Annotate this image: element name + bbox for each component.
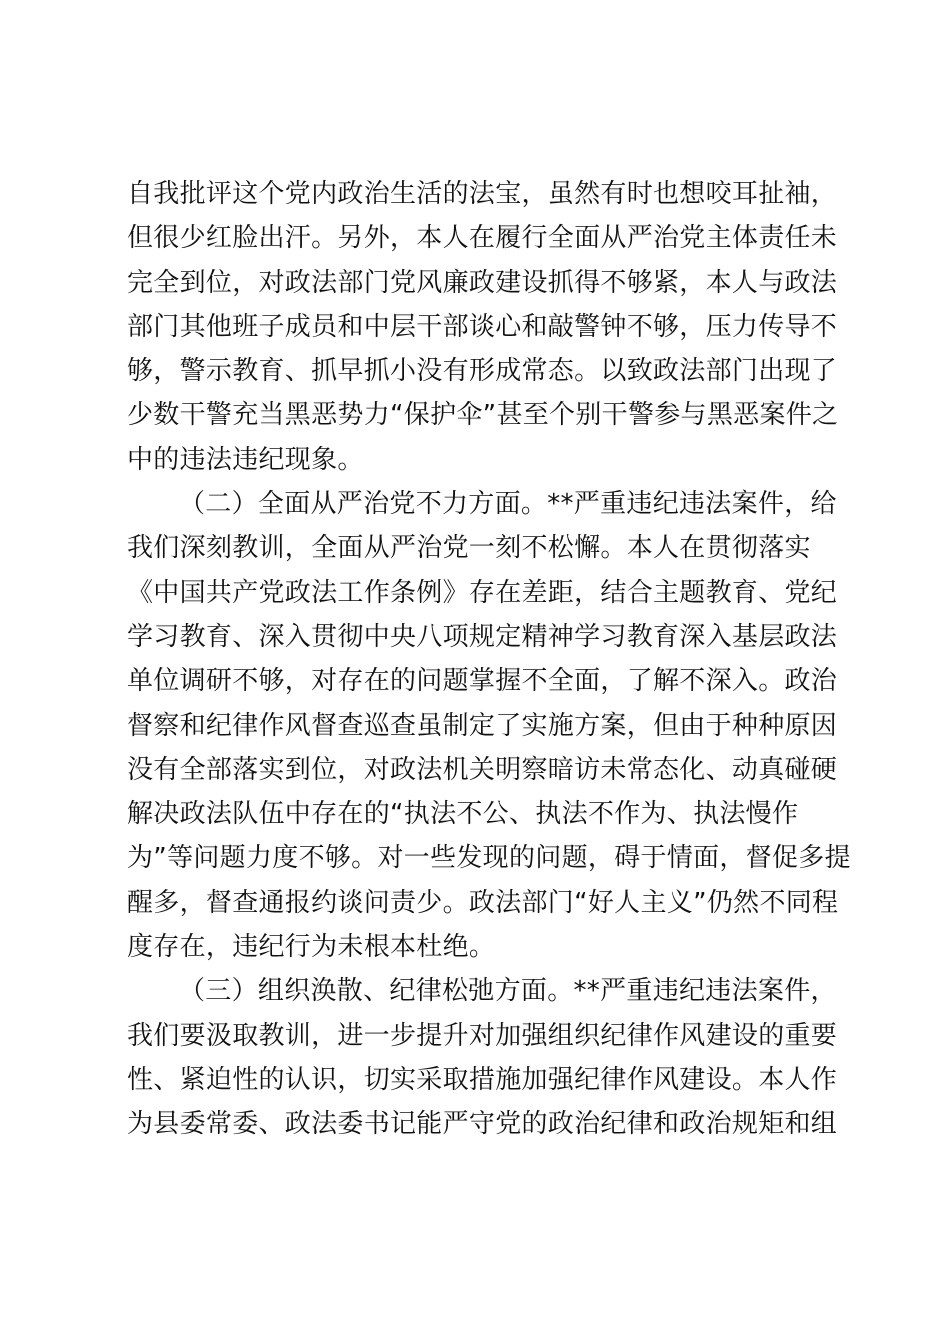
text-line-3: 完全到位，对政法部门党风廉政建设抓得不够紧，本人与政法 <box>127 267 838 298</box>
section-heading-3: （三）组织涣散、纪律松弛方面。**严重违纪违法案件， <box>179 976 837 1007</box>
text-line-13: 督察和纪律作风督查巡查虽制定了实施方案，但由于种种原因 <box>127 710 838 741</box>
text-line-7: 中的违法违纪现象。 <box>127 444 364 475</box>
text-line-5: 够，警示教育、抓早抓小没有形成常态。以致政法部门出现了 <box>127 356 838 387</box>
text-line-12: 单位调研不够，对存在的问题掌握不全面，了解不深入。政治 <box>127 666 838 697</box>
section-heading-2: （二）全面从严治党不力方面。**严重违纪违法案件，给 <box>179 489 837 520</box>
text-line-11: 学习教育、深入贯彻中央八项规定精神学习教育深入基层政法 <box>127 621 838 652</box>
body-text <box>127 172 851 1147</box>
text-line-10: 《中国共产党政法工作条例》存在差距，结合主题教育、党纪 <box>127 577 838 608</box>
text-line-6: 少数干警充当黑恶势力“保护伞”甚至个别干警参与黑恶案件之 <box>127 400 839 431</box>
text-line-18: 度存在，违纪行为未根本杜绝。 <box>127 932 496 963</box>
text-line-22: 为县委常委、政法委书记能严守党的政治纪律和政治规矩和组 <box>127 1109 838 1140</box>
text-line-16: 为”等问题力度不够。对一些发现的问题，碍于情面，督促多提 <box>127 843 851 874</box>
text-line-4: 部门其他班子成员和中层干部谈心和敲警钟不够，压力传导不 <box>127 311 838 342</box>
text-line-2: 但很少红脸出汗。另外，本人在履行全面从严治党主体责任未 <box>127 223 838 254</box>
text-line-17: 醒多，督查通报约谈问责少。政法部门“好人主义”仍然不同程 <box>127 887 839 918</box>
text-line-9: 我们深刻教训，全面从严治党一刻不松懈。本人在贯彻落实 <box>127 533 811 564</box>
text-line-21: 性、紧迫性的认识，切实采取措施加强纪律作风建设。本人作 <box>127 1064 838 1095</box>
text-line-15: 解决政法队伍中存在的“执法不公、执法不作为、执法慢作 <box>127 799 799 830</box>
text-line-1: 自我批评这个党内政治生活的法宝，虽然有时也想咬耳扯袖， <box>127 179 838 209</box>
text-line-20: 我们要汲取教训，进一步提升对加强组织纪律作风建设的重要 <box>127 1020 838 1051</box>
text-line-14: 没有全部落实到位，对政法机关明察暗访未常态化、动真碰硬 <box>127 754 838 785</box>
